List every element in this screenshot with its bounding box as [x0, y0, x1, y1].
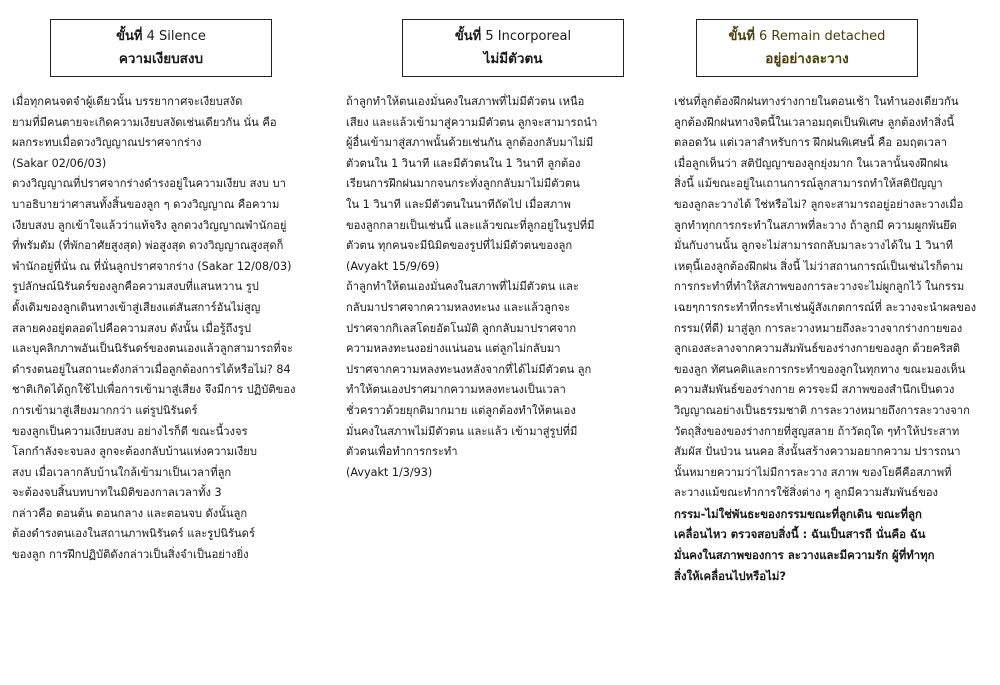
body-line: ของลูกเป็นความเงียบสงบ อย่างไรก็ดี ขณะนี้วงจร [12, 424, 248, 438]
body-line: ของลูกกลายเป็นเช่นนี้ และแล้วขณะที่ลูกอยู่ในรูปที่มี [346, 218, 595, 232]
step-6-title [697, 26, 917, 48]
citation: (Avyakt 15/9/69) [346, 259, 440, 273]
body-line: ละวางแม้ขณะทำการใช้สิ่งต่าง ๆ ลูกมีความสัมพันธ์ของ [674, 486, 939, 500]
body-line: ตัวตนเพื่อทำการกระทำ [346, 445, 458, 459]
column-step-5 [330, 0, 652, 685]
step-4-thai-title: ความเงียบสงบ [118, 51, 204, 67]
body-line: กล่าวคือ ตอนต้น ตอนกลาง และตอนจบ ดังนั้นลูก [12, 506, 248, 520]
body-line: ถ้าลูกทำให้ตนเองมั่นคงในสภาพที่ไม่มีตัวตน และ [346, 280, 579, 294]
step-5-thai-title: ไม่มีตัวตน [483, 51, 543, 67]
body-line: เช่นที่ลูกต้องฝึกฝนทางร่างกายในตอนเช้า ในทำนองเดียวกัน [674, 95, 959, 108]
citation: (Avyakt 1/3/93) [346, 465, 433, 479]
body-line: ดวงวิญญาณที่ปราศจากร่างดำรงอยู่ในความเงียบ สงบ บา [12, 177, 286, 191]
body-line: ชั่วคราวด้วยยุกติมากมาย แต่ลูกต้องทำให้ตนเอง [346, 403, 576, 417]
step-4-title [51, 26, 271, 48]
body-line: ที่พรัมดัม (ที่พักอาศัยสูงสุด) พ่อสูงสุด ดวงวิญญาณสูงสุดก็ [12, 239, 284, 253]
body-line: ตลอดวัน แต่เวลาสำหรับการ ฝึกฝนพิเศษนี้ คือ อมฤตเวลา [674, 136, 948, 150]
step-6-body [674, 92, 994, 586]
step-4-label: ขั้นที่ [116, 29, 143, 44]
body-line: วัตถุสิ่งของของร่างกายที่สูญสลาย ถ้าวัตถุใด ๆทำให้ประสาท [674, 424, 960, 438]
body-line: กรรม(ที่ดี) มาสู่ลูก การละวางหมายถึงละวางจากร่างกายของ [674, 321, 963, 335]
body-line: เหตุนี้เองลูกต้องฝึกฝน สิ่งนี้ ไม่ว่าสถานการณ์เป็นเช่นไรก็ตาม [674, 259, 964, 273]
step-5-label: ขั้นที่ [454, 29, 482, 44]
body-line: สิ่งนี้ แม้ขณะอยู่ในเถานการณ์ลูกสามารถทำให้สติปัญญา [674, 177, 943, 191]
body-line: ลูกทำทุกการกระทำในสภาพที่ละวาง ถ้าลูกมี ความผูกพันยึด [674, 218, 957, 232]
body-line: มั่นกับงานนั้น ลูกจะไม่สามารถกลับมาละวางได้ใน 1 วินาที [674, 239, 953, 253]
step-6-name: 6 Remain detached [754, 29, 886, 44]
body-line: ถ้าลูกทำให้ตนเองมั่นคงในสภาพที่ไม่มีตัวตน เหนือ [346, 95, 585, 108]
body-line: ชาติเกิดได้ถูกใช้ไปเพื่อการเข้ามาสู่เสียง จึงมีการ ปฏิบัติของ [12, 383, 296, 397]
body-line: การกระทำที่ทำให้สภาพของการละวางจะไม่ผูกลูกไว้ ในกรรม [674, 280, 965, 294]
body-line: เงียบสงบ ลูกเข้าใจแล้วว่าแท้จริง ลูกดวงวิญญาณพำนักอยู่ [12, 218, 287, 232]
body-line: ความสัมพันธ์ของร่างกาย ควรจะมี สภาพของสำนึกเป็นดวง [674, 383, 955, 397]
body-line: ความหลงทะนงอย่างแน่นอน แต่ลูกไม่กลับมา [346, 342, 561, 356]
body-line: ลูกต้องฝึกฝนทางจิตนี้ในเวลาอมฤตเป็นพิเศษ ลูกต้องทำสิ่งนี้ [674, 115, 955, 129]
body-line: ทำให้ตนเองปราศมากความหลงทะนงเป็นเวลา [346, 383, 566, 397]
body-line: ผลกระทบเมื่อดวงวิญญาณปราศจากร่าง [12, 136, 202, 150]
body-line: การเข้ามาสู่เสียงมากกว่า แต่รูปนิรันดร์ [12, 403, 198, 417]
body-line: ผู้อื่นเข้ามาสู่สภาพนั้นด้วยเช่นกัน ลูกต้องกลับมาไม่มี [346, 136, 594, 150]
body-line: เมื่อลูกเห็นว่า สติปัญญาของลูกยุ่งมาก ในเวลานั้นจงฝึกฝน [674, 156, 948, 170]
body-line: สัมผัส ปั่นป่วน นนคอ สิ่งนั้นสร้างความอยากความ ปรารถนา [674, 445, 961, 459]
body-line: ของลูก ทัศนคติและการกระทำของลูกในทุกทาง ขณะมองเห็น [674, 362, 966, 376]
body-line: ของลูก การฝึกปฏิบัติดังกล่าวเป็นสิ่งจำเป็นอย่างยิ่ง [12, 548, 249, 562]
body-line: เสียง และแล้วเข้ามาสู่ความมีตัวตน ลูกจะสามารถนำ [346, 115, 598, 129]
body-line: ต้องดำรงตนเองในสถานภาพนิรันดร์ และรูปนิรันดร์ [12, 527, 255, 541]
body-line: ปราศจากความหลงทะนงหลังจากที่ได้ไม่มีตัวตน ลูก [346, 362, 592, 376]
column-step-6 [662, 0, 1000, 685]
body-line: ปราศจากกิเลสโดยอัตโนมัติ ลูกกลับมาปราศจาก [346, 321, 577, 335]
body-line: ลูกเองสะลางจากความสัมพันธ์ของร่างกายของลูก ด้วยคริสติ [674, 342, 961, 356]
step-5-body [346, 92, 646, 483]
body-line: บาอธิบายว่าศาสนทั้งสิ้นของลูก ๆ ดวงวิญญาณ คือความ [12, 197, 280, 211]
step-4-title-box [50, 19, 272, 77]
step-5-title [403, 26, 623, 48]
body-line: วิญญาณอย่างเป็นธรรมชาติ การละวางหมายถึงการละวางจาก [674, 403, 970, 417]
step-6-title-box [696, 19, 918, 77]
body-line: จะต้องจบสิ้นบทบาทในมิติของกาลเวลาทั้ง 3 [12, 486, 222, 500]
body-line: ตัวตนใน 1 วินาที และมีตัวตนใน 1 วินาที ลูกต้อง [346, 156, 581, 170]
body-line: นั้นหมายความว่าไม่มีการละวาง สภาพ ของโยคีคือสภาพที่ [674, 465, 952, 479]
body-line-emphasis: สิ่งให้เคลื่อนไปหรือไม่? [674, 568, 786, 583]
body-line-emphasis: เคลื่อนไหว ตรวจสอบสิ่งนี้ : ฉันเป็นสารถี นั่นคือ ฉัน [674, 527, 926, 542]
body-line: พำนักอยู่ที่นั่น ณ ที่นั่นลูกปราศจากร่าง (Sakar 12/08/03) [12, 259, 292, 273]
body-line: ดำรงตนอยู่ในสถานะดังกล่าวเมื่อลูกต้องการได้หรือไม่? 84 [12, 362, 291, 376]
step-4-name: 4 Silence [142, 29, 206, 44]
step-6-label: ขั้นที่ [728, 29, 755, 44]
step-6-thai-title: อยู่อย่างละวาง [765, 51, 849, 67]
step-5-title-box [402, 19, 624, 77]
column-step-4 [0, 0, 322, 685]
body-line-emphasis: มั่นคงในสภาพของการ ละวางและมีความรัก ผู้ที่ทำทุก [674, 548, 935, 563]
step-4-body [12, 92, 316, 566]
body-line: เรียนการฝึกฝนมากจนกระทั่งลูกกลับมาไม่มีตัวตน [346, 177, 580, 191]
body-line-emphasis: กรรม-ไม่ใช่พันธะของกรรมขณะที่ลูกเดิน ขณะที่ลูก [674, 506, 922, 521]
body-line: เฉยๆการกระทำที่กระทำเช่นผู้สังเกตการณ์ที่ ละวางจะนำผลของ [674, 300, 977, 314]
body-line: และบุคลิกภาพอันเป็นนิรันดร์ของตนเองแล้วลูกสามารถที่จะ [12, 342, 294, 356]
citation: (Sakar 02/06/03) [12, 156, 107, 170]
step-5-name: 5 Incorporeal [481, 29, 572, 44]
body-line: เมื่อทุกคนจดจำผู้เดียวนั้น บรรยากาศจะเงียบสงัด [12, 95, 243, 108]
body-line: ใน 1 วินาที และมีตัวตนในนาทีถัดไป เมื่อสภาพ [346, 197, 571, 211]
body-line: ตัวตน ทุกคนจะมีนิมิตของรูปที่ไม่มีตัวตนของลูก [346, 239, 573, 253]
body-line: สงบ เมื่อเวลากลับบ้านใกล้เข้ามาเป็นเวลาที่ลูก [12, 465, 232, 479]
body-line: ดั้งเดิมของลูกเดินทางเข้าสู่เสียงแต่สันสการ์อันไม่สูญ [12, 300, 261, 314]
body-line: มั่นคงในสภาพไม่มีตัวตน และแล้ว เข้ามาสู่รูปที่มี [346, 424, 578, 438]
body-line: โลกกำลังจะจบลง ลูกจะต้องกลับบ้านแห่งความเงียบ [12, 445, 257, 459]
body-line: กลับมาปราศจากความหลงทะนง และแล้วลูกจะ [346, 300, 571, 314]
body-line: สลายคงอยู่ตลอดไปคือความสงบ ดังนั้น เมื่อรู้ถึงรูป [12, 321, 252, 335]
body-line: ยามที่มีคนตายจะเกิดความเงียบสงัดเช่นเดียวกัน นั่น คือ [12, 115, 277, 129]
body-line: ของลูกละวางได้ ใช่หรือไม่? ลูกจะสามารถอยู่อย่างละวางเมื่อ [674, 197, 964, 211]
body-line: รูปลักษณ์นิรันดร์ของลูกคือความสงบที่แสนหวาน รูป [12, 280, 259, 294]
